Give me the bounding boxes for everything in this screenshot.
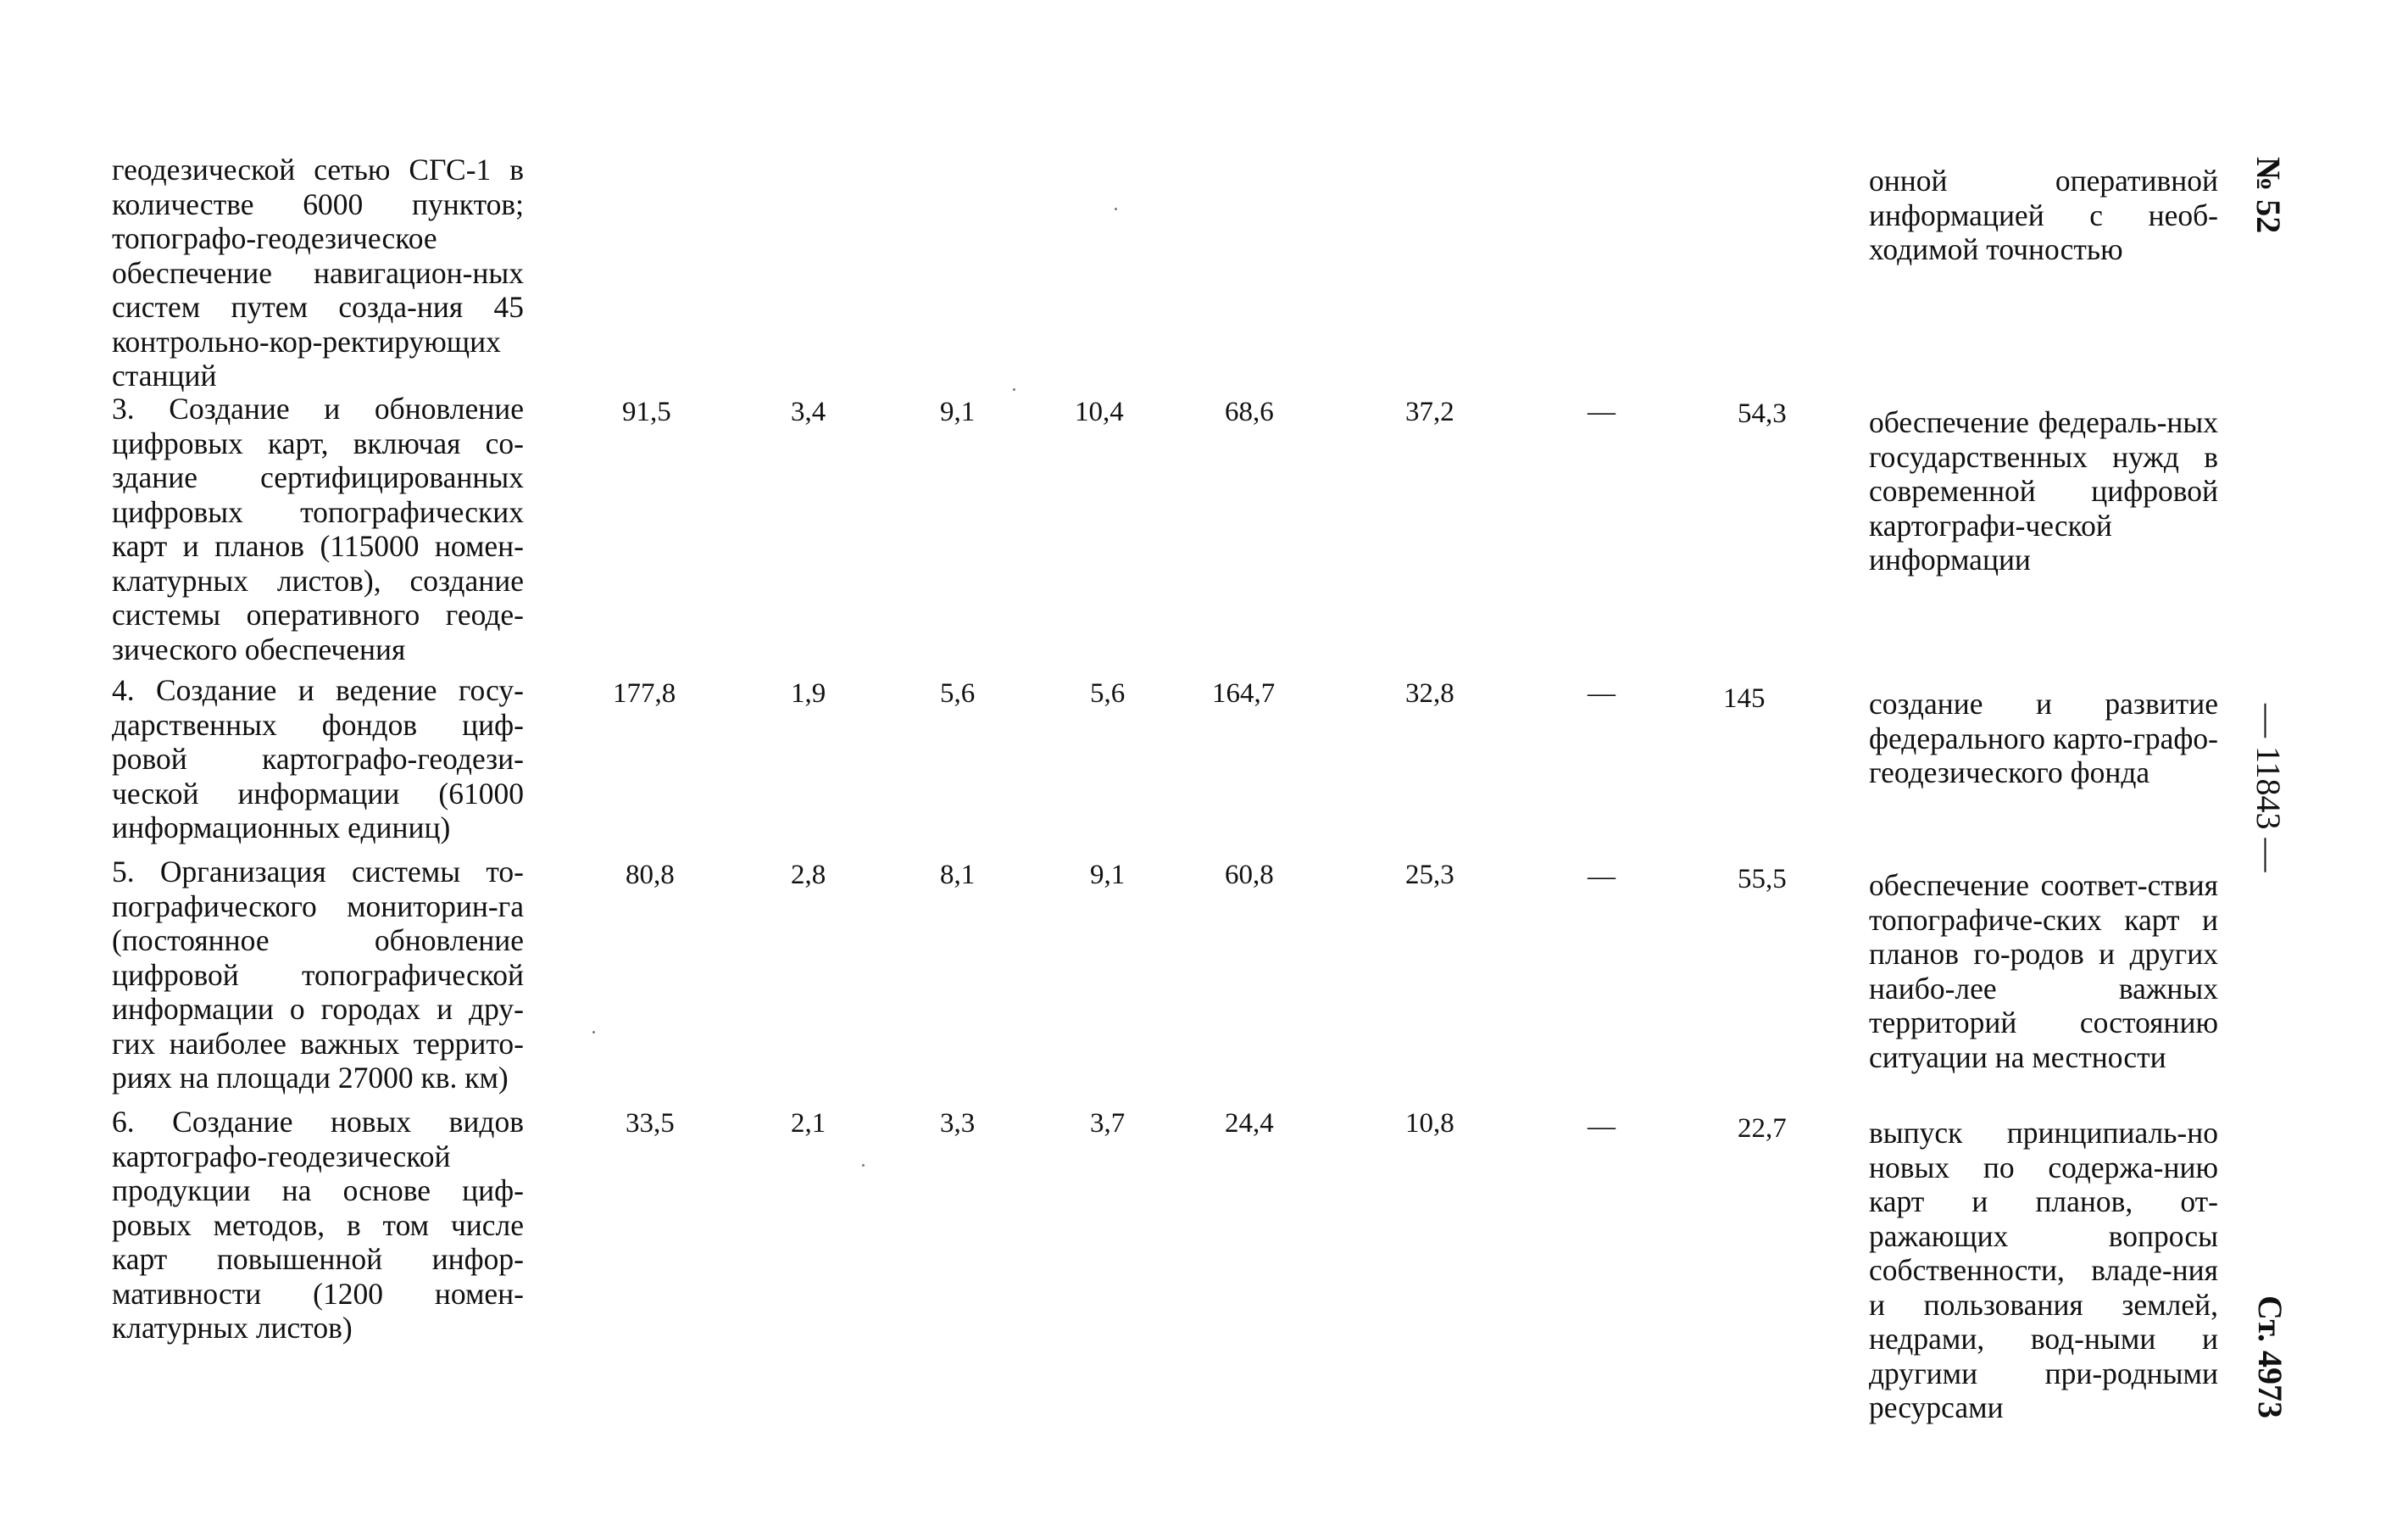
row-3-value-7: — [1588, 397, 1616, 427]
law-number: — 11843 — [2250, 704, 2288, 872]
row-4-value-5: 164,7 [1212, 678, 1276, 709]
row-5-value-5: 60,8 [1225, 860, 1274, 890]
row-3-result: обеспечение федераль-ных государственных нужд в современной цифровой картографи-ческой информации [1869, 405, 2218, 577]
continuation-description: геодезической сетью СГС-1 в количестве 6000 пунктов; топографо-геодезическое обеспечение навигацион-ных систем путем созда-ния 45 контрольно-кор-ректирующих станций [112, 153, 524, 393]
row-3-value-1: 91,5 [622, 397, 671, 427]
row-5-value-6: 25,3 [1405, 860, 1454, 890]
row-6-value-5: 24,4 [1225, 1108, 1274, 1139]
row-6-value-2: 2,1 [791, 1108, 826, 1139]
row-6-description: 6. Создание новых видов картографо-геодезической продукции на основе циф-ровых методов, в том числе карт повышенной инфор-мативности (1200 номен-клатурных листов) [112, 1105, 524, 1345]
row-4-value-6: 32,8 [1405, 678, 1454, 709]
row-4-value-1: 177,8 [613, 678, 676, 709]
row-6-value-3: 3,3 [940, 1108, 976, 1139]
row-3-value-4: 10,4 [1075, 397, 1124, 427]
issue-number: № 52 [2250, 157, 2288, 234]
row-6-value-4: 3,7 [1090, 1108, 1126, 1139]
row-3-value-5: 68,6 [1225, 397, 1274, 427]
row-3-value-8: 54,3 [1738, 398, 1787, 429]
row-4-value-4: 5,6 [1090, 678, 1126, 709]
row-6-value-1: 33,5 [626, 1108, 675, 1139]
row-5-description: 5. Организация системы то-пографического мониторин-га (постоянное обновление цифровой топографической информации о городах и дру-гих наиболее важных террито-риях на площади 27000 кв. км) [112, 855, 524, 1095]
row-5-value-3: 8,1 [940, 860, 976, 890]
continuation-result: онной оперативной информацией с необ-ходимой точностью [1869, 164, 2218, 266]
row-6-value-7: — [1588, 1111, 1616, 1142]
row-5-value-4: 9,1 [1090, 860, 1126, 890]
scan-speck [1115, 208, 1117, 210]
row-4-value-2: 1,9 [791, 678, 826, 709]
scan-speck [1013, 388, 1015, 391]
row-3-description: 3. Создание и обновление цифровых карт, включая со-здание сертифицированных цифровых топографических карт и планов (115000 номен-клатурных листов), создание системы оперативного геоде-зического обеспечения [112, 392, 524, 666]
row-4-value-3: 5,6 [940, 678, 976, 709]
scan-speck [862, 1164, 865, 1167]
row-6-value-6: 10,8 [1405, 1108, 1454, 1139]
row-6-value-8: 22,7 [1738, 1113, 1787, 1144]
row-4-description: 4. Создание и ведение госу-дарственных фондов циф-ровой картографо-геодези-ческой информации (61000 информационных единиц) [112, 673, 524, 844]
row-5-value-1: 80,8 [626, 860, 675, 890]
row-3-value-3: 9,1 [940, 397, 976, 427]
row-4-result: создание и развитие федерального карто-графо-геодезического фонда [1869, 687, 2218, 789]
row-6-result: выпуск принципиаль-но новых по содержа-нию карт и планов, от-ражающих вопросы собственности, владе-ния и пользования землей, недрами, вод-ными и другими при-родными ресурсами [1869, 1116, 2218, 1424]
row-5-value-7: — [1588, 861, 1616, 892]
article-number: Ст. 4973 [2251, 1295, 2289, 1418]
row-4-value-8: 145 [1723, 683, 1766, 714]
row-5-value-8: 55,5 [1738, 864, 1787, 894]
row-4-value-7: — [1588, 678, 1616, 709]
row-3-value-6: 37,2 [1405, 397, 1454, 427]
row-5-result: обеспечение соответ-ствия топографиче-ских карт и планов го-родов и других наибо-лее важных территорий состоянию ситуации на местности [1869, 868, 2218, 1074]
row-3-value-2: 3,4 [791, 397, 826, 427]
row-5-value-2: 2,8 [791, 860, 826, 890]
scan-speck [592, 1031, 595, 1033]
